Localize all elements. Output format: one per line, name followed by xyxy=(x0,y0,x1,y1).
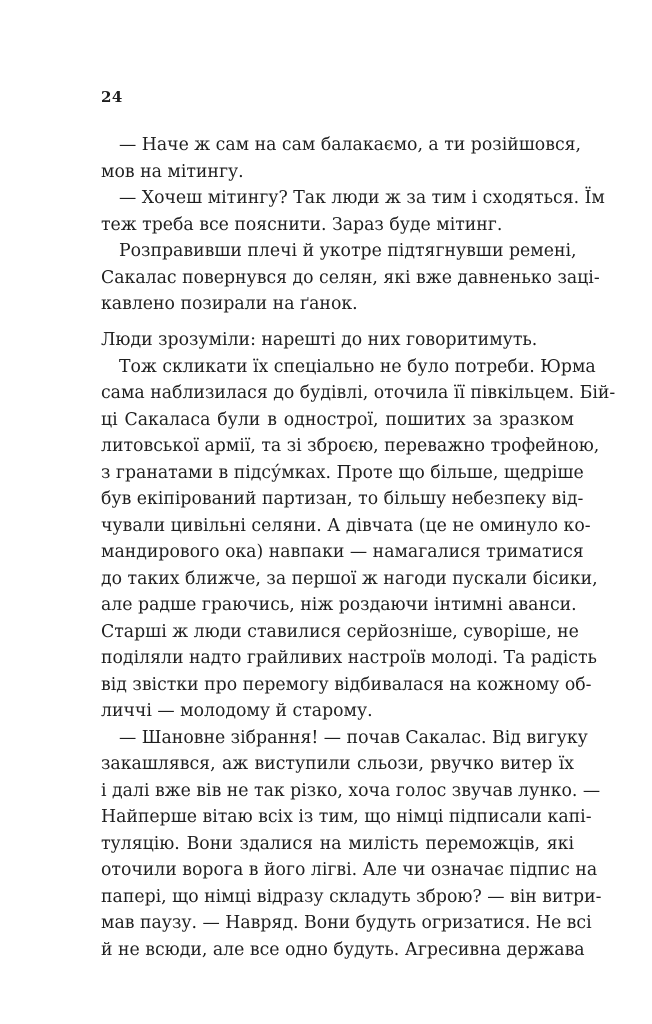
text-line: ці Сакаласа були в однострої, пошитих за зразком xyxy=(101,409,574,430)
text-block-dialogue xyxy=(101,132,605,318)
text-block-narrative xyxy=(101,327,616,963)
text-line: кавлено позирали на ґанок. xyxy=(101,294,358,314)
text-line: мав паузу. — Навряд. Вони будуть огризатися. Не всі xyxy=(101,913,592,933)
text-line: поділяли надто грайливих настроїв молоді. Та радість xyxy=(101,648,597,668)
text-line: чували цивільні селяни. А дівчата (це не оминуло ко- xyxy=(101,515,591,536)
text-line: туляцію. Вони здалися на милість переможців, які xyxy=(101,833,574,854)
text-line: литовської армії, та зі зброєю, переважно трофейною, xyxy=(101,436,600,456)
text-line: оточили ворога в його лігві. Але чи означає підпис на xyxy=(101,860,598,880)
text-line: але радше граючись, ніж роздаючи інтимні аванси. xyxy=(101,595,577,615)
text-line: і далі вже вів не так різко, хоча голос звучав лунко. — xyxy=(101,780,601,801)
text-line: закашлявся, аж виступили сльози, рвучко витер їх xyxy=(101,754,574,774)
text-line: Розправивши плечі й укотре підтягнувши ремені, xyxy=(119,241,577,261)
text-line: личчі — молодому й старому. xyxy=(101,701,373,721)
text-line: — Шановне зібрання! — почав Сакалас. Від вигуку xyxy=(119,727,588,748)
text-line: папері, що німці відразу складуть зброю? — він витри- xyxy=(101,886,602,907)
text-line: мов на мітингу. xyxy=(101,161,244,182)
text-line: від звістки про перемогу відбивалася на кожному об- xyxy=(101,674,592,695)
text-line: — Хочеш мітингу? Так люди ж за тим і сходяться. Їм xyxy=(119,188,605,208)
text-line: Тож скликати їх спеціально не було потреби. Юрма xyxy=(119,356,596,377)
text-line: з гранатами в підсу́мках. Проте що більше, щедріше xyxy=(101,462,584,483)
text-line: до таких ближче, за першої ж нагоди пускали бісики, xyxy=(101,568,598,589)
text-line: сама наблизилася до будівлі, оточила її півкільцем. Бій- xyxy=(101,383,616,403)
text-line: Сакалас повернувся до селян, які вже давненько заці- xyxy=(101,267,600,288)
text-line: Старші ж люди ставилися серйозніше, суворіше, не xyxy=(101,621,579,642)
text-line: Люди зрозуміли: нарешті до них говоритимуть. xyxy=(101,330,538,350)
text-line: й не всюди, але все одно будуть. Агресивна держава xyxy=(101,939,585,960)
text-line: мандирового ока) навпаки — намагалися триматися xyxy=(101,542,584,562)
text-line: Найперше вітаю всіх із тим, що німці підписали капі- xyxy=(101,807,592,827)
text-line: був екіпірований партизан, то більшу небезпеку від- xyxy=(101,489,584,509)
text-line: — Наче ж сам на сам балакаємо, а ти розійшовся, xyxy=(119,135,582,155)
page-number: 24 xyxy=(101,88,123,106)
text-line: теж треба все пояснити. Зараз буде мітинг. xyxy=(101,214,503,235)
